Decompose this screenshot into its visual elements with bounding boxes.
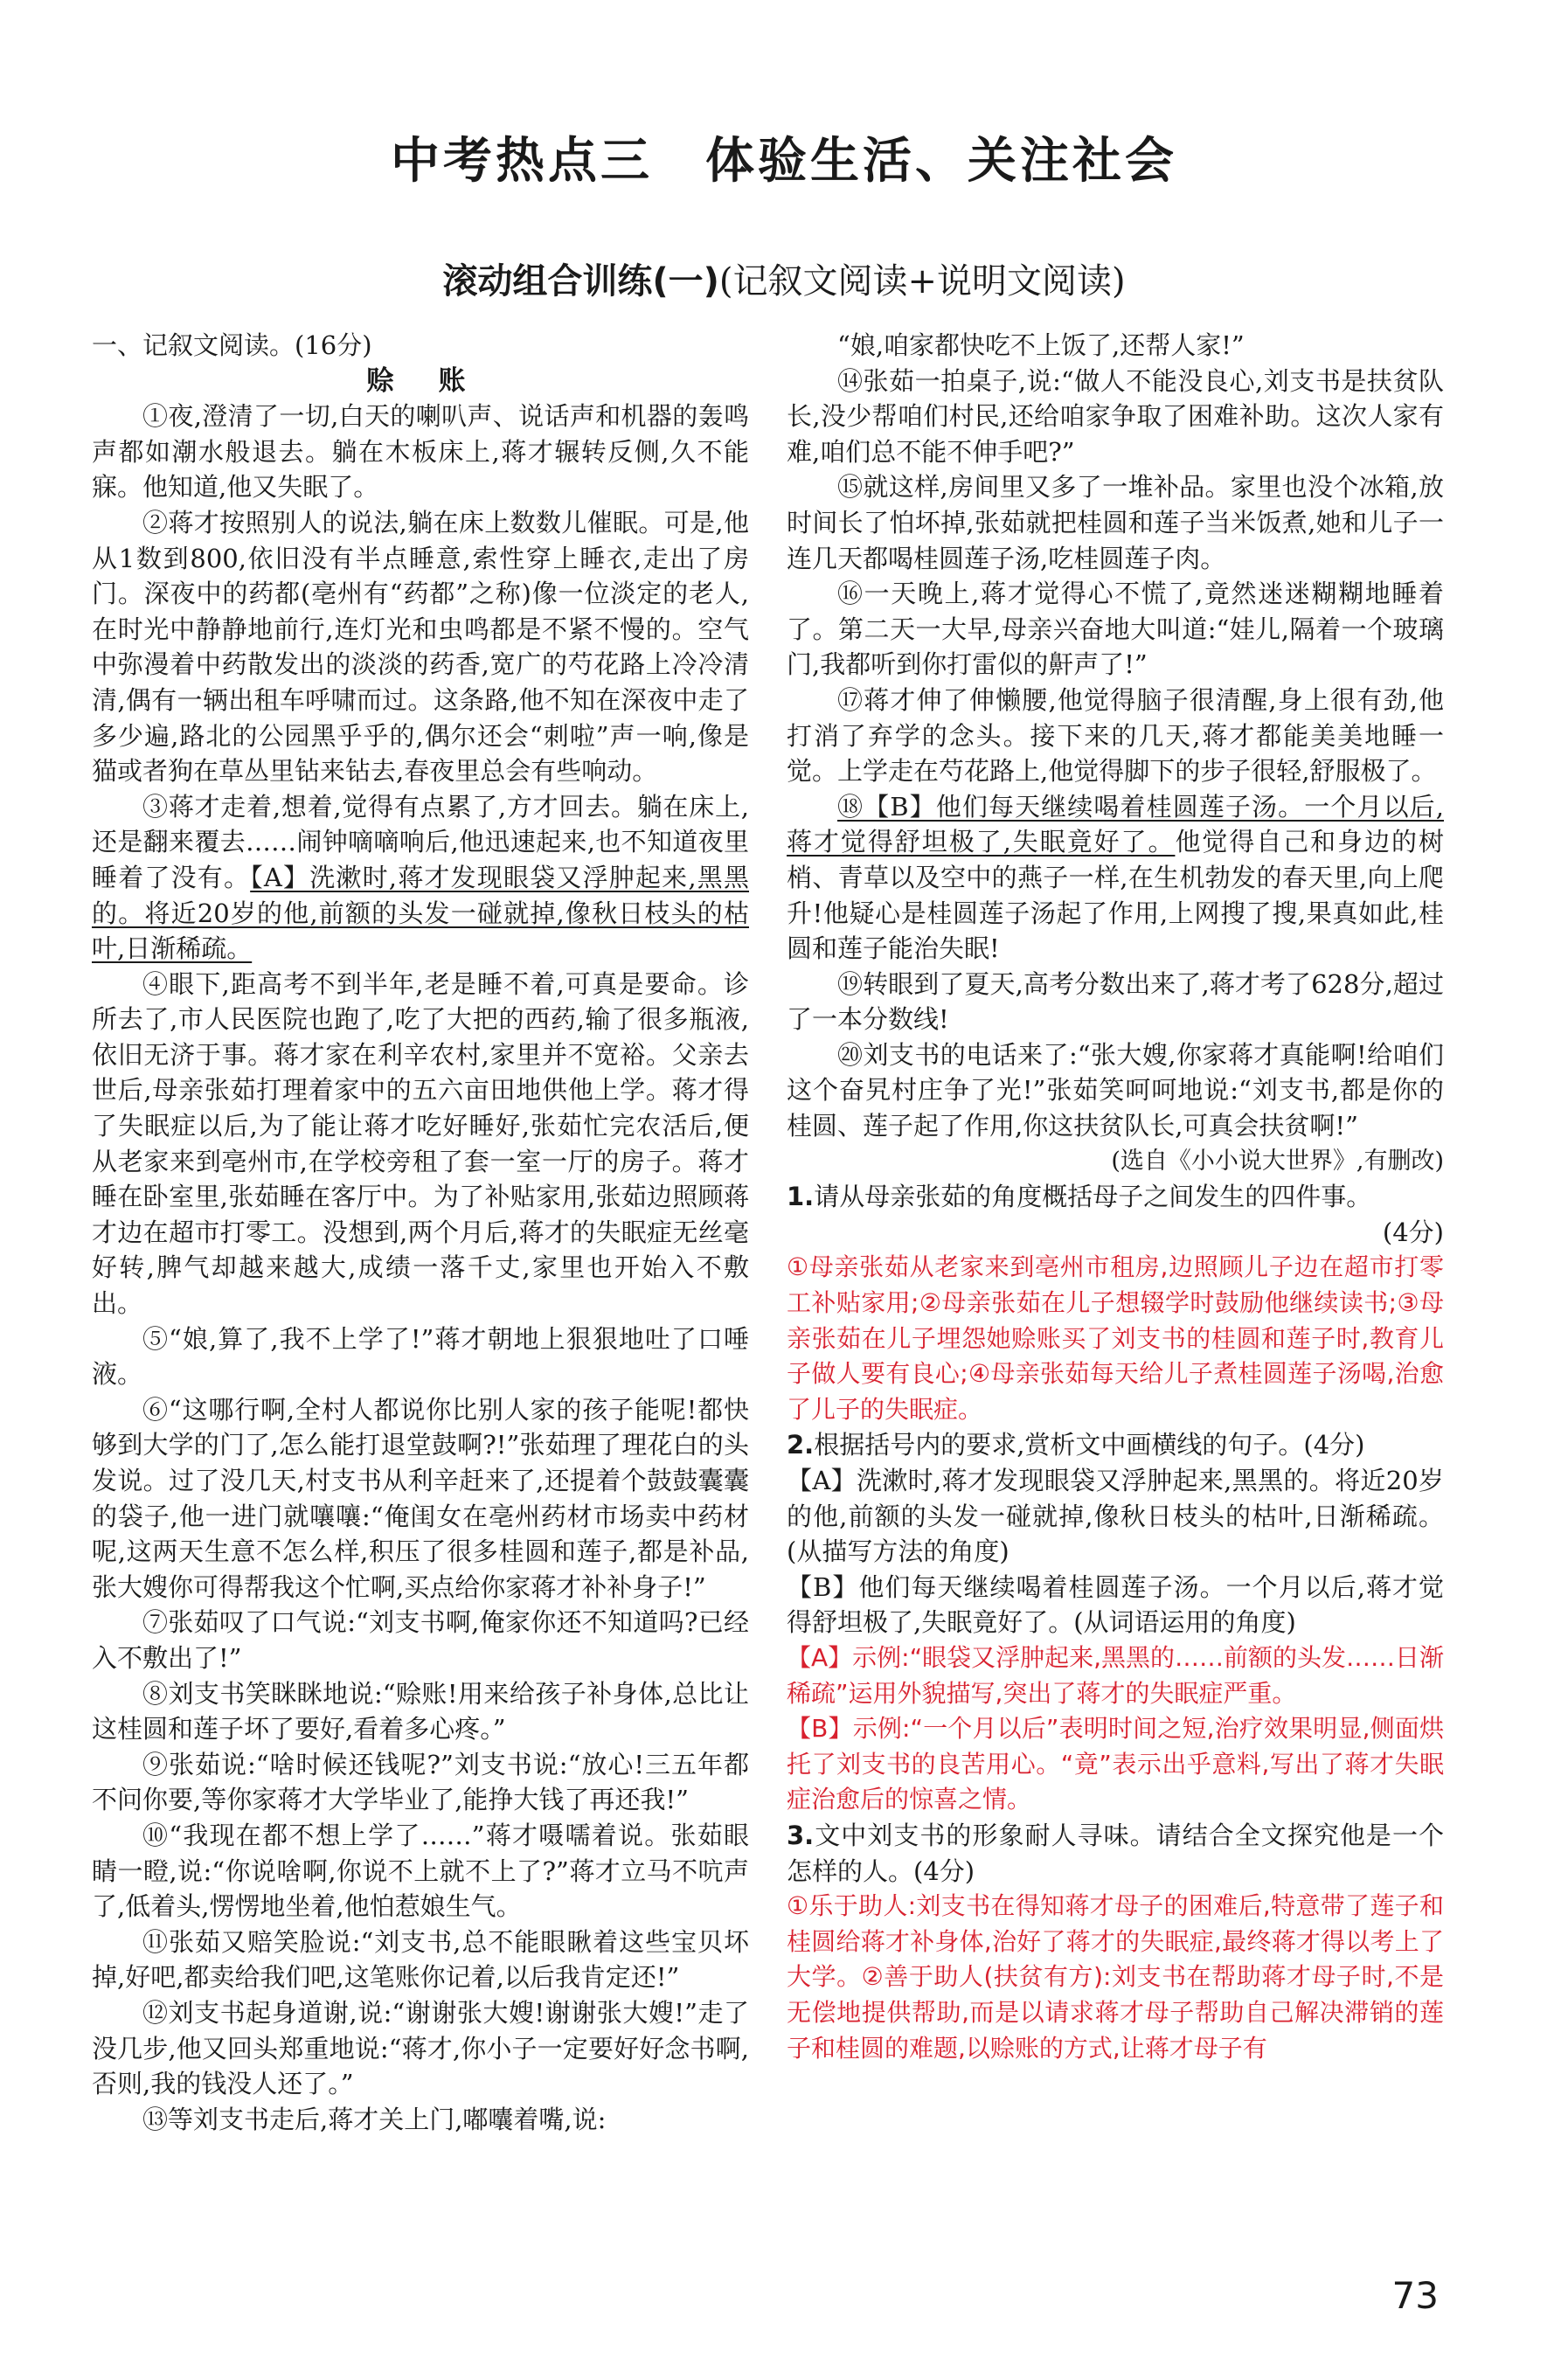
right-column xyxy=(787,328,1444,2242)
paragraph: ⑲转眼到了夏天,高考分数出来了,蒋才考了628分,超过了一本分数线! xyxy=(787,968,1444,1035)
source-note: (选自《小小说大世界》,有删改) xyxy=(1111,1147,1444,1175)
question-number: 2. xyxy=(787,1430,815,1460)
paragraph: ②蒋才按照别人的说法,躺在床上数数儿催眠。可是,他从1数到800,依旧没有半点睡意,索性穿上睡衣,走出了房门。深夜中的药都(亳州有“药都”之称)像一位淡定的老人,在时光中静静地前行,连灯光和虫鸣都是不紧不慢的。空气中弥漫着中药散发出的淡淡的药香,宽广的芍花路上冷冷清清,偶有一辆出租车呼啸而过。这条路,他不知在深夜中走了多少遍,路北的公园黑乎乎的,偶尔还会“刺啦”声一响,像是猫或者狗在草丛里钻来钻去,春夜里总会有些响动。 xyxy=(92,507,749,787)
section-heading: 一、记叙文阅读。(16分) xyxy=(92,330,372,360)
question-sub-a: 【A】洗漱时,蒋才发现眼袋又浮肿起来,黑黑的。将近20岁的他,前额的头发一碰就掉,像秋日枝头的枯叶,日渐稀疏。(从描写方法的角度) xyxy=(787,1466,1444,1567)
question-text: 根据括号内的要求,赏析文中画横线的句子。(4分) xyxy=(814,1430,1365,1460)
question-score: (4分) xyxy=(1382,1217,1444,1247)
question-text: 文中刘支书的形象耐人寻味。请结合全文探究他是一个怎样的人。(4分) xyxy=(787,1820,1444,1886)
answer: ①乐于助人:刘支书在得知蒋才母子的困难后,特意带了莲子和桂圆给蒋才补身体,治好了蒋才的失眠症,最终蒋才得以考上了大学。②善于助人(扶贫有方):刘支书在帮助蒋才母子时,不是无偿地提供帮助,而是以请求蒋才母子帮助自己解决滞销的莲子和桂圆的难题,以赊账的方式,让蒋才母子有 xyxy=(787,1891,1444,2063)
paragraph: ⑮就这样,房间里又多了一堆补品。家里也没个冰箱,放时间长了怕坏掉,张茹就把桂圆和莲子当米饭煮,她和儿子一连几天都喝桂圆莲子汤,吃桂圆莲子肉。 xyxy=(787,472,1444,573)
paragraph: ⑧刘支书笑眯眯地说:“赊账!用来给孩子补身体,总比让这桂圆和莲子坏了要好,看着多心疼。” xyxy=(92,1678,749,1744)
left-column xyxy=(92,328,749,2268)
answer-b: 【B】示例:“一个月以后”表明时间之短,治疗效果明显,侧面烘托了刘支书的良苦用心。“竟”表示出乎意料,写出了蒋才失眠症治愈后的惊喜之情。 xyxy=(787,1714,1444,1814)
paragraph-text: ③蒋才走着,想着,觉得有点累了,方才回去。躺在床上,还是翻来覆去……闹钟嘀嘀响后,他迅速起来,也不知道夜里睡着了没有。 xyxy=(92,791,749,892)
paragraph: ①夜,澄清了一切,白天的喇叭声、说话声和机器的轰鸣声都如潮水般退去。躺在木板床上,蒋才辗转反侧,久不能寐。他知道,他又失眠了。 xyxy=(92,401,749,503)
answer-a: 【A】示例:“眼袋又浮肿起来,黑黑的……前额的头发……日渐稀疏”运用外貌描写,突出了蒋才的失眠症严重。 xyxy=(787,1642,1444,1708)
underlined-sentence-b: ⑱【B】他们每天继续喝着桂圆莲子汤。一个月以后,蒋才觉得舒坦极了,失眠竟好了。 xyxy=(787,791,1444,857)
subtitle-main: 滚动组合训练(一) xyxy=(442,261,719,302)
question-2 xyxy=(787,1427,1444,1818)
paragraph: ⑫刘支书起身道谢,说:“谢谢张大嫂!谢谢张大嫂!”走了没几步,他又回头郑重地说:“蒋才,你小子一定要好好念书啊,否则,我的钱没人还了。” xyxy=(92,1997,749,2099)
paragraph: ⑬等刘支书走后,蒋才关上门,嘟囔着嘴,说: xyxy=(142,2104,607,2134)
page-number: 73 xyxy=(1391,2274,1439,2317)
question-3 xyxy=(787,1818,1444,2066)
paragraph xyxy=(787,789,1444,967)
question-number: 1. xyxy=(787,1182,815,1212)
subtitle-note: (记叙文阅读+说明文阅读) xyxy=(718,261,1126,302)
paragraph: ④眼下,距高考不到半年,老是睡不着,可真是要命。诊所去了,市人民医院也跑了,吃了大把的西药,输了很多瓶液,依旧无济于事。蒋才家在利辛农村,家里并不宽裕。父亲去世后,母亲张茹打理着家中的五六亩田地供他上学。蒋才得了失眠症以后,为了能让蒋才吃好睡好,张茹忙完农活后,便从老家来到亳州市,在学校旁租了套一室一厅的房子。蒋才睡在卧室里,张茹睡在客厅中。为了补贴家用,张茹边照顾蒋才边在超市打零工。没想到,两个月后,蒋才的失眠症无丝毫好转,脾气却越来越大,成绩一落千丈,家里也开始入不敷出。 xyxy=(92,968,749,1319)
paragraph: ⑭张茹一拍桌子,说:“做人不能没良心,刘支书是扶贫队长,没少帮咱们村民,还给咱家争取了困难补助。这次人家有难,咱们总不能不伸手吧?” xyxy=(787,365,1444,467)
paragraph: “娘,咱家都快吃不上饭了,还帮人家!” xyxy=(837,330,1245,360)
paragraph: ⑰蒋才伸了伸懒腰,他觉得脑子很清醒,身上很有劲,他打消了弃学的念头。接下来的几天,蒋才都能美美地睡一觉。上学走在芍花路上,他觉得脚下的步子很轻,舒服极了。 xyxy=(787,684,1444,787)
paragraph-text: 他觉得自己和身边的树梢、青草以及空中的燕子一样,在生机勃发的春天里,向上爬升!他疑心是桂圆莲子汤起了作用,上网搜了搜,果真如此,桂圆和莲子能治失眠! xyxy=(787,827,1444,964)
question-text: 请从母亲张茹的角度概括母子之间发生的四件事。 xyxy=(814,1182,1372,1212)
question-1 xyxy=(787,1179,1444,1427)
paragraph: ⑨张茹说:“啥时候还钱呢?”刘支书说:“放心!三五年都不问你要,等你家蒋才大学毕业了,能挣大钱了再还我!” xyxy=(92,1749,749,1815)
underlined-sentence-a: 【A】洗漱时,蒋才发现眼袋又浮肿起来,黑黑的。将近20岁的他,前额的头发一碰就掉,像秋日枝头的枯叶,日渐稀疏。 xyxy=(92,862,749,964)
page-title: 中考热点三 体验生活、关注社会 xyxy=(391,133,1177,190)
paragraph: ⑯一天晚上,蒋才觉得心不慌了,竟然迷迷糊糊地睡着了。第二天一大早,母亲兴奋地大叫道:“娃儿,隔着一个玻璃门,我都听到你打雷似的鼾声了!” xyxy=(787,579,1444,680)
paragraph xyxy=(92,789,749,967)
paragraph: ⑤“娘,算了,我不上学了!”蒋才朝地上狠狠地吐了口唾液。 xyxy=(92,1323,749,1390)
question-number: 3. xyxy=(787,1820,815,1850)
answer: ①母亲张茹从老家来到亳州市租房,边照顾儿子边在超市打零工补贴家用;②母亲张茹在儿子想辍学时鼓励他继续读书;③母亲张茹在儿子埋怨她赊账买了刘支书的桂圆和莲子时,教育儿子做人要有良心;④母亲张茹每天给儿子煮桂圆莲子汤喝,治愈了儿子的失眠症。 xyxy=(787,1252,1444,1424)
question-sub-b: 【B】他们每天继续喝着桂圆莲子汤。一个月以后,蒋才觉得舒坦极了,失眠竟好了。(从词语运用的角度) xyxy=(787,1571,1444,1638)
story-title: 赊 账 xyxy=(366,364,475,397)
exercise-subtitle xyxy=(0,253,1568,303)
paragraph: ⑦张茹叹了口气说:“刘支书啊,俺家你还不知道吗?已经入不敷出了!” xyxy=(92,1607,749,1673)
paragraph: ⑳刘支书的电话来了:“张大嫂,你家蒋才真能啊!给咱们这个奋旯村庄争了光!”张茹笑呵呵地说:“刘支书,都是你的桂圆、莲子起了作用,你这扶贫队长,可真会扶贫啊!” xyxy=(787,1039,1444,1141)
paragraph: ⑥“这哪行啊,全村人都说你比别人家的孩子能呢!都快够到大学的门了,怎么能打退堂鼓啊?!”张茹理了理花白的头发说。过了没几天,村支书从利辛赶来了,还提着个鼓鼓囊囊的袋子,他一进门就嚷嚷:“俺闺女在亳州药材市场卖中药材呢,这两天生意不怎么样,积压了很多桂圆和莲子,都是补品,张大嫂你可得帮我这个忙啊,买点给你家蒋才补补身子!” xyxy=(92,1394,749,1602)
paragraph: ⑩“我现在都不想上学了……”蒋才嗫嚅着说。张茹眼睛一瞪,说:“你说啥啊,你说不上就不上了?”蒋才立马不吭声了,低着头,愣愣地坐着,他怕惹娘生气。 xyxy=(92,1820,749,1922)
paragraph: ⑪张茹又赔笑脸说:“刘支书,总不能眼瞅着这些宝贝坏掉,好吧,都卖给我们吧,这笔账你记着,以后我肯定还!” xyxy=(92,1926,749,1993)
